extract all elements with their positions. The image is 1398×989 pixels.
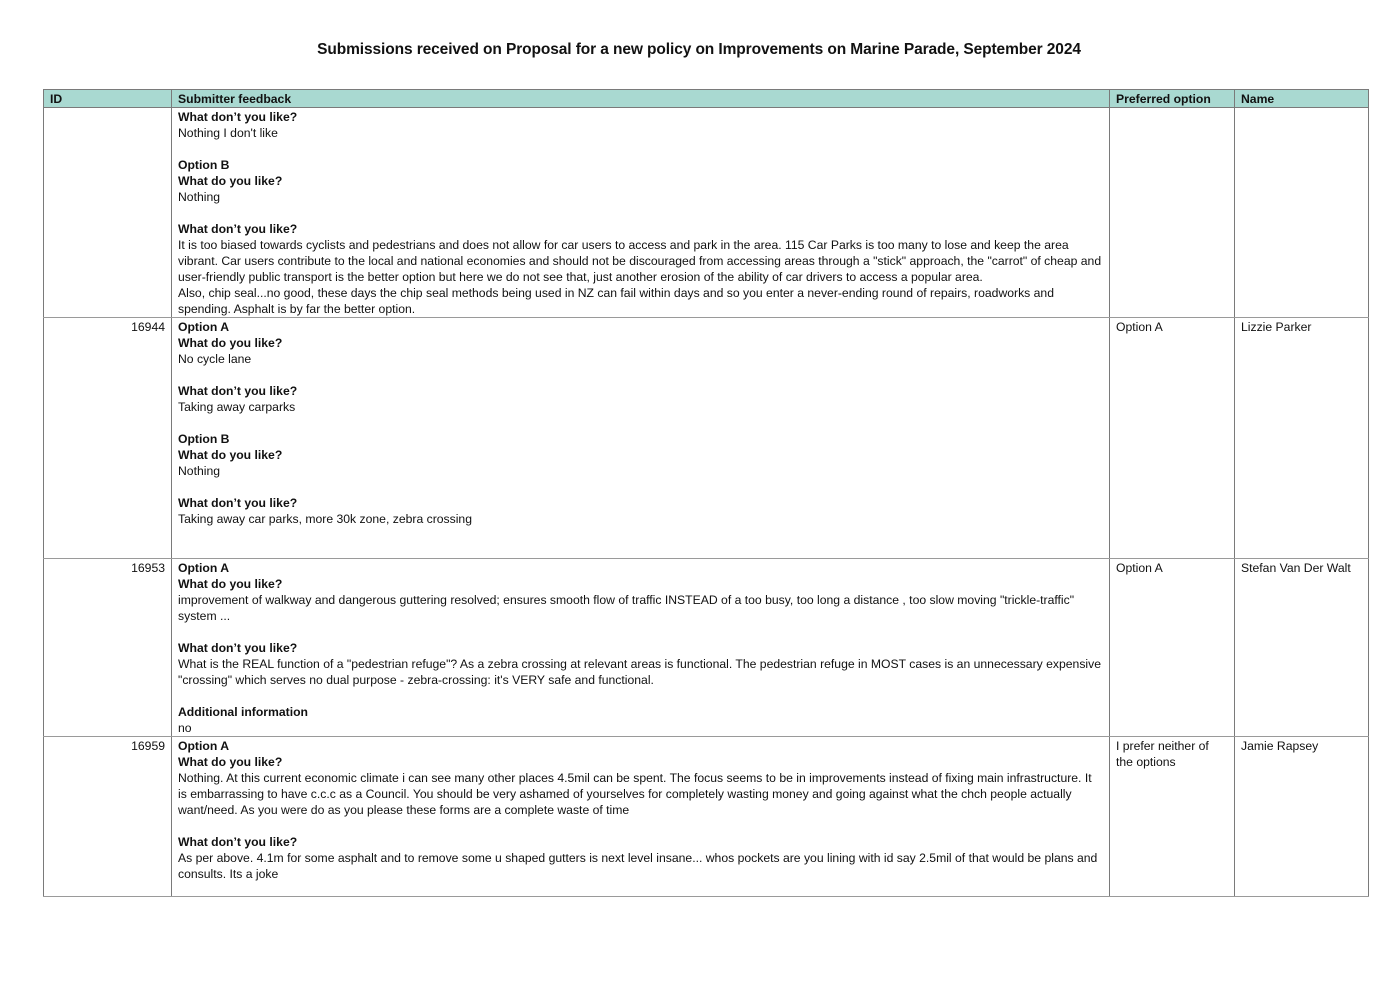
table-row xyxy=(44,318,1369,559)
feedback-answer: No cycle lane xyxy=(178,352,252,366)
column-header-name: Name xyxy=(1235,90,1369,108)
column-header-preferred-option: Preferred option xyxy=(1110,90,1235,108)
column-header-id: ID xyxy=(44,90,172,108)
submission-id: 16944 xyxy=(44,318,172,559)
submissions-table xyxy=(43,89,1369,897)
submitter-name: Lizzie Parker xyxy=(1235,318,1369,559)
feedback-question: What don’t you like? xyxy=(178,222,298,236)
feedback-option-heading: Option A xyxy=(178,320,229,334)
preferred-option: I prefer neither of the options xyxy=(1110,737,1235,897)
feedback-answer: What is the REAL function of a "pedestrian refuge"? As a zebra crossing at relevant areas is functional. The pedestrian refuge in MOST cases is an unnecessary expensive "crossing" which serves no dual purpose - zebra-crossing: it's VERY safe and functional. xyxy=(178,657,1101,687)
preferred-option xyxy=(1110,108,1235,318)
feedback-answer: It is too biased towards cyclists and pedestrians and does not allow for car users to access and park in the area. 115 Car Parks is too many to lose and keep the area vibrant. Car users contribute to the local and national economies and should not be discouraged from accessing areas through a "stick" approach, the "carrot" of cheap and user-friendly public transport is the better option but here we do not see that, just another erosion of the ability of car drivers to access a popular area. xyxy=(178,238,1102,284)
feedback-answer: no xyxy=(178,721,192,735)
feedback-question: What do you like? xyxy=(178,577,283,591)
feedback-question: What don’t you like? xyxy=(178,384,298,398)
feedback-answer: improvement of walkway and dangerous guttering resolved; ensures smooth flow of traffic INSTEAD of a too busy, too long a distance , too slow moving "trickle-traffic" system ... xyxy=(178,593,1075,623)
feedback-option-heading: Option A xyxy=(178,561,229,575)
page-title: Submissions received on Proposal for a new policy on Improvements on Marine Parade, September 2024 xyxy=(317,41,1081,58)
feedback-answer: Also, chip seal...no good, these days the chip seal methods being used in NZ can fail within days and so you enter a never-ending round of repairs, roadworks and spending. Asphalt is by far the better option. xyxy=(178,286,1054,316)
submission-id: 16959 xyxy=(44,737,172,897)
feedback-question: What don’t you like? xyxy=(178,496,298,510)
feedback-additional-heading: Additional information xyxy=(178,705,308,719)
table-row xyxy=(44,559,1369,737)
feedback-answer: As per above. 4.1m for some asphalt and to remove some u shaped gutters is next level insane... whos pockets are you lining with id say 2.5mil of that would be plans and consults. Its a joke xyxy=(178,851,1098,881)
feedback-question: What do you like? xyxy=(178,448,283,462)
feedback-answer: Taking away car parks, more 30k zone, zebra crossing xyxy=(178,512,472,526)
submitter-feedback xyxy=(172,737,1110,897)
feedback-answer: Nothing xyxy=(178,464,221,478)
submitter-feedback xyxy=(172,318,1110,559)
table-header-row xyxy=(44,90,1369,108)
preferred-option: Option A xyxy=(1110,559,1235,737)
feedback-option-heading: Option B xyxy=(178,158,230,172)
feedback-question: What do you like? xyxy=(178,336,283,350)
submission-id: 16953 xyxy=(44,559,172,737)
table-row xyxy=(44,737,1369,897)
feedback-option-heading: Option B xyxy=(178,432,230,446)
submitter-name xyxy=(1235,108,1369,318)
column-header-feedback: Submitter feedback xyxy=(172,90,1110,108)
table-row xyxy=(44,108,1369,318)
submitter-name: Stefan Van Der Walt xyxy=(1235,559,1369,737)
preferred-option: Option A xyxy=(1110,318,1235,559)
feedback-answer: Taking away carparks xyxy=(178,400,296,414)
submitter-feedback xyxy=(172,559,1110,737)
feedback-answer: Nothing xyxy=(178,190,221,204)
feedback-question: What don’t you like? xyxy=(178,835,298,849)
feedback-question: What do you like? xyxy=(178,174,283,188)
feedback-question: What don’t you like? xyxy=(178,110,298,124)
submitter-name: Jamie Rapsey xyxy=(1235,737,1369,897)
submission-id xyxy=(44,108,172,318)
feedback-answer: Nothing I don't like xyxy=(178,126,278,140)
submitter-feedback xyxy=(172,108,1110,318)
feedback-question: What don’t you like? xyxy=(178,641,298,655)
feedback-answer: Nothing. At this current economic climate i can see many other places 4.5mil can be spent. The focus seems to be in improvements instead of fixing main infrastructure. It is embarrassing to have c.c.c as a Council. You should be very ashamed of yourselves for completely wasting money and going against what the chch people actually want/need. As you were do as you please these forms are a complete waste of time xyxy=(178,771,1092,817)
feedback-option-heading: Option A xyxy=(178,739,229,753)
feedback-question: What do you like? xyxy=(178,755,283,769)
